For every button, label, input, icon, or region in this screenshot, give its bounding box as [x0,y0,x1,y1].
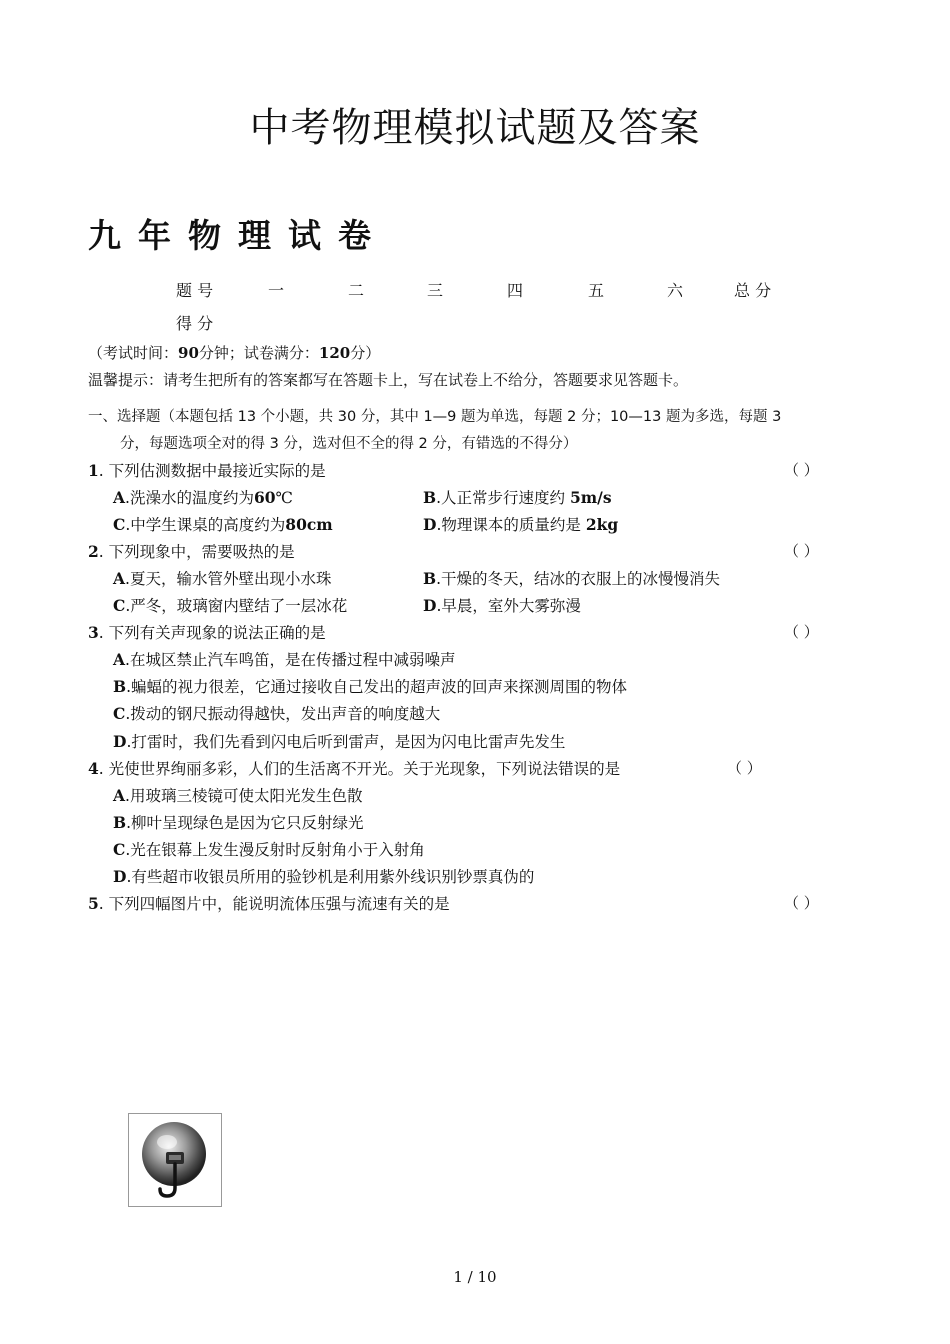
option-letter: A [113,488,126,507]
option-dot: . [125,705,131,723]
question-3 [88,621,326,643]
page-number: 1 / 10 [453,1268,497,1286]
option-dot: . [125,570,130,588]
score-table-col-4: 四 [507,281,524,300]
option-dot: . [126,733,132,751]
option-4a [113,784,362,806]
option-dot: . [126,868,132,886]
question-text: 下列估测数据中最接近实际的是 [108,462,326,480]
option-2c [113,594,347,616]
question-dot: . [98,895,104,913]
option-1a [113,486,293,508]
question-number: 2 [88,542,99,561]
paper-title: 九年物理试卷 [88,216,388,255]
option-dot: . [126,814,132,832]
answer-paren-3: （ ） [784,623,819,641]
option-text: 拨动的钢尺振动得越快，发出声音的响度越大 [130,705,441,723]
option-letter: C [113,840,126,859]
option-dot: . [125,651,130,669]
option-letter: D [423,596,437,615]
option-dot: . [436,597,442,615]
answer-paren-1: （ ） [784,461,819,479]
option-3d [113,730,565,752]
option-dot: . [436,516,442,534]
option-text: 光在银幕上发生漫反射时反射角小于入射角 [130,841,425,859]
option-text: 中学生课桌的高度约为 [130,516,286,534]
option-text: 人正常步行速度约 [441,489,566,507]
option-letter: A [113,650,126,669]
option-dot: . [436,489,442,507]
option-dot: . [125,597,131,615]
option-4c [113,838,425,860]
question-number: 1 [88,461,99,480]
score-table-col-5: 五 [588,281,605,300]
option-unit: ℃ [275,489,293,507]
option-letter: A [113,569,126,588]
score-table-row-label: 得 分 [176,314,214,333]
option-text: 打雷时，我们先看到闪电后听到雷声，是因为闪电比雷声先发生 [131,733,566,751]
score-table-col-1: 一 [268,281,285,300]
exam-info-mid: 分钟；试卷满分： [198,344,319,362]
question-5 [88,892,450,914]
option-text: 干燥的冬天，结冰的衣服上的冰慢慢消失 [441,570,721,588]
document-title: 中考物理模拟试题及答案 [249,105,701,151]
option-4d [113,865,534,887]
score-table-col-3: 三 [427,281,444,300]
question-dot: . [98,462,104,480]
exam-info-suffix: 分） [350,344,381,362]
option-4b [113,811,364,833]
score-table-col-2: 二 [348,281,365,300]
option-letter: B [423,488,437,507]
suction-cup-hook-image [128,1113,222,1207]
answer-paren-2: （ ） [784,542,819,560]
option-letter: B [113,813,127,832]
option-letter: C [113,515,126,534]
option-text: 早晨，室外大雾弥漫 [441,597,581,615]
option-letter: B [113,677,127,696]
warm-tip: 温馨提示：请考生把所有的答案都写在答题卡上，写在试卷上不给分，答题要求见答题卡。 [88,371,689,389]
option-2d [423,594,581,616]
question-4 [88,757,620,779]
score-table-col-total: 总 分 [734,281,772,300]
question-dot: . [98,624,104,642]
exam-full-score: 120 [318,344,351,362]
exam-info [88,342,380,363]
question-text: 下列现象中，需要吸热的是 [108,543,295,561]
option-dot: . [125,489,130,507]
suction-cup-hook-icon [129,1114,221,1206]
answer-paren-5: （ ） [784,894,819,912]
option-dot: . [125,516,131,534]
question-1 [88,459,326,481]
option-text: 用玻璃三棱镜可使太阳光发生色散 [129,787,363,805]
option-letter: C [113,596,126,615]
option-1d [423,513,618,535]
option-dot: . [126,678,132,696]
exam-time: 90 [178,344,199,362]
option-letter: A [113,786,126,805]
option-3c [113,702,440,724]
option-text: 有些超市收银员所用的验钞机是利用紫外线识别钞票真伪的 [131,868,535,886]
option-value: 60 [253,488,276,507]
option-dot: . [436,570,442,588]
section-heading-line2: 分，每题选项全对的得 3 分，选对但不全的得 2 分，有错选的不得分） [120,436,578,452]
option-text: 物理课本的质量约是 [441,516,581,534]
question-number: 5 [88,894,99,913]
question-number: 4 [88,759,99,778]
question-text: 下列有关声现象的说法正确的是 [108,624,326,642]
question-2 [88,540,295,562]
answer-paren-4: （ ） [727,759,762,777]
option-letter: D [113,732,127,751]
exam-info-prefix: （考试时间： [88,344,179,362]
option-letter: D [113,867,127,886]
option-letter: D [423,515,437,534]
section-heading-line1: 一、选择题（本题包括 13 个小题，共 30 分，其中 1—9 题为单选，每题 2 分；10—13 题为多选，每题 3 [88,409,782,425]
question-text: 下列四幅图片中，能说明流体压强与流速有关的是 [108,895,450,913]
option-letter: B [423,569,437,588]
question-dot: . [98,543,104,561]
option-text: 在城区禁止汽车鸣笛，是在传播过程中减弱噪声 [129,651,456,669]
option-letter: C [113,704,126,723]
option-value: 80cm [285,515,333,534]
option-text: 柳叶呈现绿色是因为它只反射绿光 [131,814,364,832]
option-text: 严冬，玻璃窗内壁结了一层冰花 [130,597,348,615]
option-text: 蝙蝠的视力很差，它通过接收自己发出的超声波的回声来探测周围的物体 [131,678,628,696]
option-value: 5m/s [570,488,612,507]
option-dot: . [125,841,131,859]
option-text: 夏天，输水管外壁出现小水珠 [129,570,332,588]
option-text: 洗澡水的温度约为 [129,489,254,507]
option-1b [423,486,612,508]
option-2a [113,567,331,589]
option-dot: . [125,787,130,805]
question-dot: . [98,760,104,778]
option-1c [113,513,333,535]
question-number: 3 [88,623,99,642]
option-value: 2kg [585,515,619,534]
score-table-header-label: 题 号 [176,281,214,300]
question-text: 光使世界绚丽多彩，人们的生活离不开光。关于光现象，下列说法错误的是 [108,760,621,778]
score-table-col-6: 六 [667,281,684,300]
option-3a [113,648,455,670]
option-2b [423,567,720,589]
option-3b [113,675,627,697]
